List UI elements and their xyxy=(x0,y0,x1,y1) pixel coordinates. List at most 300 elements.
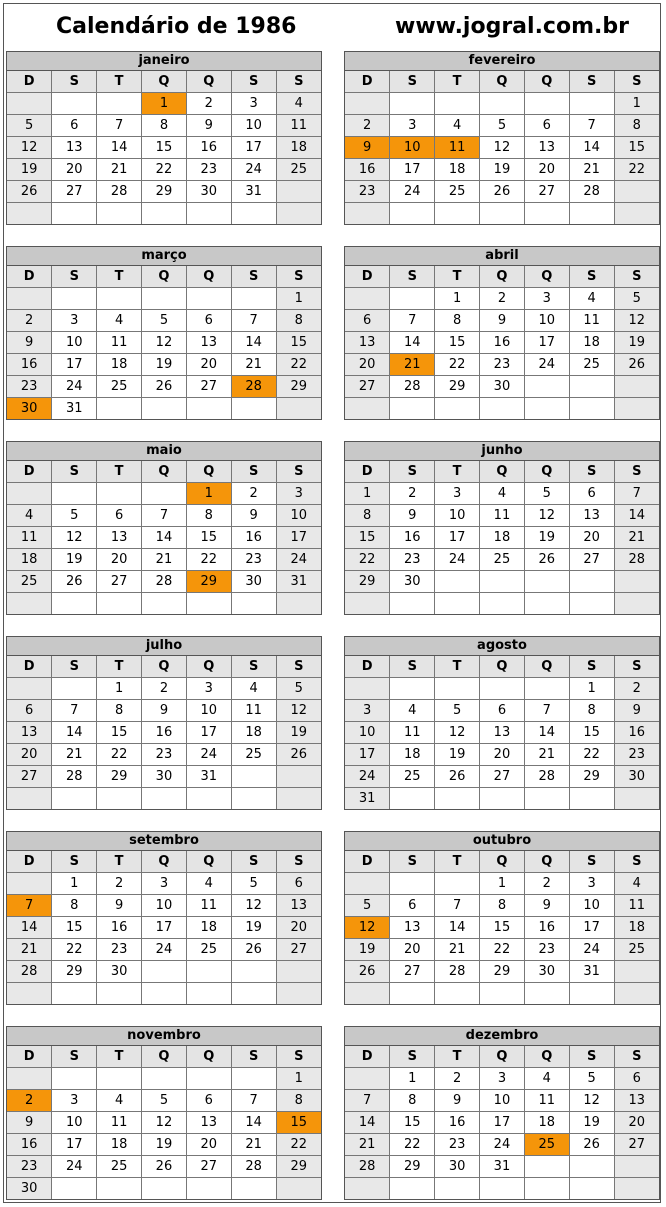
day-cell: 25 xyxy=(390,766,435,788)
holiday-day-cell: 2 xyxy=(7,1090,52,1112)
weekend-day-cell: 6 xyxy=(7,700,52,722)
day-cell: 7 xyxy=(524,700,569,722)
empty-cell xyxy=(614,203,659,225)
weekend-day-cell: 29 xyxy=(345,571,390,593)
week-row xyxy=(7,788,321,810)
empty-cell xyxy=(7,983,52,1005)
weekday-header: S xyxy=(569,71,614,93)
day-cell: 6 xyxy=(186,310,231,332)
empty-cell xyxy=(390,398,435,420)
empty-cell xyxy=(276,983,321,1005)
day-cell: 13 xyxy=(186,1112,231,1134)
weekday-header: D xyxy=(7,266,52,288)
weekday-header: S xyxy=(276,266,321,288)
weekend-day-cell: 28 xyxy=(7,961,52,983)
weekday-header: Q xyxy=(142,851,187,873)
day-cell: 8 xyxy=(97,700,142,722)
empty-cell xyxy=(390,678,435,700)
weekday-header: S xyxy=(390,1046,435,1068)
empty-cell xyxy=(7,288,52,310)
day-cell: 16 xyxy=(435,1112,480,1134)
day-cell: 8 xyxy=(569,700,614,722)
day-cell: 10 xyxy=(142,895,187,917)
day-cell: 11 xyxy=(524,1090,569,1112)
empty-cell xyxy=(7,788,52,810)
empty-cell xyxy=(390,873,435,895)
empty-cell xyxy=(569,93,614,115)
weekday-header: D xyxy=(345,461,390,483)
day-cell: 15 xyxy=(52,917,97,939)
weekend-day-cell: 16 xyxy=(7,1134,52,1156)
day-cell: 27 xyxy=(480,766,525,788)
day-cell: 25 xyxy=(480,549,525,571)
day-cell: 5 xyxy=(435,700,480,722)
empty-cell xyxy=(276,181,321,203)
weekend-day-cell: 10 xyxy=(345,722,390,744)
day-cell: 7 xyxy=(231,1090,276,1112)
day-cell: 1 xyxy=(435,288,480,310)
empty-cell xyxy=(435,983,480,1005)
month-dezembro xyxy=(344,1026,660,1200)
day-cell: 23 xyxy=(480,354,525,376)
weekend-day-cell: 24 xyxy=(345,766,390,788)
month-julho xyxy=(6,636,322,810)
day-cell: 30 xyxy=(390,571,435,593)
weekday-header: D xyxy=(345,656,390,678)
empty-cell xyxy=(480,93,525,115)
weekday-header: T xyxy=(97,851,142,873)
day-cell: 3 xyxy=(390,115,435,137)
weekday-header: S xyxy=(231,1046,276,1068)
day-cell: 15 xyxy=(480,917,525,939)
week-row xyxy=(345,766,659,788)
empty-cell xyxy=(142,961,187,983)
week-row xyxy=(345,1112,659,1134)
week-row xyxy=(345,115,659,137)
weekday-header: Q xyxy=(186,851,231,873)
empty-cell xyxy=(142,398,187,420)
day-cell: 18 xyxy=(480,527,525,549)
weekday-header: Q xyxy=(480,1046,525,1068)
empty-cell xyxy=(231,288,276,310)
weekday-header: Q xyxy=(186,1046,231,1068)
empty-cell xyxy=(390,788,435,810)
day-cell: 21 xyxy=(52,744,97,766)
week-row xyxy=(345,983,659,1005)
empty-cell xyxy=(569,571,614,593)
week-row xyxy=(7,137,321,159)
month-name: dezembro xyxy=(345,1027,659,1046)
day-cell: 1 xyxy=(52,873,97,895)
weekday-header: D xyxy=(345,266,390,288)
weekday-header: Q xyxy=(480,461,525,483)
weekday-header: S xyxy=(276,851,321,873)
day-cell: 11 xyxy=(97,332,142,354)
empty-cell xyxy=(480,203,525,225)
week-row xyxy=(7,722,321,744)
week-row xyxy=(7,203,321,225)
empty-cell xyxy=(231,593,276,615)
weekend-day-cell: 19 xyxy=(7,159,52,181)
weekend-day-cell: 12 xyxy=(614,310,659,332)
empty-cell xyxy=(186,1068,231,1090)
day-cell: 20 xyxy=(390,939,435,961)
weekend-day-cell: 9 xyxy=(7,332,52,354)
day-cell: 28 xyxy=(390,376,435,398)
weekend-day-cell: 18 xyxy=(276,137,321,159)
weekday-header: D xyxy=(345,851,390,873)
empty-cell xyxy=(231,983,276,1005)
weekend-day-cell: 22 xyxy=(276,1134,321,1156)
weekend-day-cell: 15 xyxy=(614,137,659,159)
day-cell: 21 xyxy=(524,744,569,766)
weekend-day-cell: 10 xyxy=(276,505,321,527)
day-cell: 18 xyxy=(97,354,142,376)
day-cell: 8 xyxy=(480,895,525,917)
day-cell: 12 xyxy=(480,137,525,159)
day-cell: 5 xyxy=(142,1090,187,1112)
day-cell: 24 xyxy=(186,744,231,766)
weekend-day-cell: 14 xyxy=(345,1112,390,1134)
weekend-day-cell: 20 xyxy=(614,1112,659,1134)
week-row xyxy=(7,1156,321,1178)
week-row xyxy=(345,873,659,895)
weekend-day-cell: 5 xyxy=(7,115,52,137)
weekend-day-cell: 30 xyxy=(614,766,659,788)
empty-cell xyxy=(345,873,390,895)
weekday-header: S xyxy=(52,851,97,873)
day-cell: 22 xyxy=(142,159,187,181)
day-cell: 31 xyxy=(52,398,97,420)
day-cell: 30 xyxy=(480,376,525,398)
weekday-header: Q xyxy=(524,656,569,678)
empty-cell xyxy=(345,203,390,225)
day-cell: 14 xyxy=(390,332,435,354)
day-cell: 23 xyxy=(435,1134,480,1156)
weekend-day-cell: 13 xyxy=(276,895,321,917)
weekend-day-cell: 23 xyxy=(7,1156,52,1178)
day-cell: 5 xyxy=(231,873,276,895)
empty-cell xyxy=(231,398,276,420)
day-cell: 3 xyxy=(569,873,614,895)
weekend-day-cell: 19 xyxy=(276,722,321,744)
day-cell: 27 xyxy=(390,961,435,983)
day-cell: 9 xyxy=(142,700,187,722)
month-name: novembro xyxy=(7,1027,321,1046)
day-cell: 31 xyxy=(231,181,276,203)
day-cell: 29 xyxy=(569,766,614,788)
empty-cell xyxy=(390,1178,435,1200)
day-cell: 30 xyxy=(97,961,142,983)
day-cell: 31 xyxy=(480,1156,525,1178)
day-cell: 19 xyxy=(142,354,187,376)
weekend-day-cell: 2 xyxy=(345,115,390,137)
day-cell: 16 xyxy=(186,137,231,159)
week-row xyxy=(7,917,321,939)
day-cell: 2 xyxy=(480,288,525,310)
day-cell: 30 xyxy=(435,1156,480,1178)
day-cell: 20 xyxy=(52,159,97,181)
weekday-header: S xyxy=(52,1046,97,1068)
empty-cell xyxy=(276,961,321,983)
day-cell: 7 xyxy=(97,115,142,137)
weekday-header: S xyxy=(276,656,321,678)
day-cell: 16 xyxy=(97,917,142,939)
week-row xyxy=(345,354,659,376)
month-outubro xyxy=(344,831,660,1005)
month-maio xyxy=(6,441,322,615)
week-row xyxy=(7,744,321,766)
day-cell: 24 xyxy=(435,549,480,571)
site-url: www.jogral.com.br xyxy=(395,14,629,39)
month-name: junho xyxy=(345,442,659,461)
day-cell: 26 xyxy=(142,1156,187,1178)
day-cell: 8 xyxy=(390,1090,435,1112)
month-junho xyxy=(344,441,660,615)
weekday-header: T xyxy=(435,851,480,873)
day-cell: 16 xyxy=(390,527,435,549)
empty-cell xyxy=(614,593,659,615)
empty-cell xyxy=(186,593,231,615)
weekend-day-cell: 29 xyxy=(276,1156,321,1178)
weekend-day-cell: 4 xyxy=(7,505,52,527)
day-cell: 1 xyxy=(569,678,614,700)
weekend-day-cell: 22 xyxy=(345,549,390,571)
day-cell: 19 xyxy=(524,527,569,549)
holiday-day-cell: 21 xyxy=(390,354,435,376)
day-cell: 14 xyxy=(524,722,569,744)
weekend-day-cell: 18 xyxy=(7,549,52,571)
day-cell: 3 xyxy=(186,678,231,700)
empty-cell xyxy=(345,1068,390,1090)
day-cell: 29 xyxy=(52,961,97,983)
empty-cell xyxy=(435,203,480,225)
day-cell: 30 xyxy=(186,181,231,203)
day-cell: 3 xyxy=(52,310,97,332)
week-row xyxy=(7,1068,321,1090)
empty-cell xyxy=(231,961,276,983)
empty-cell xyxy=(390,593,435,615)
day-cell: 7 xyxy=(435,895,480,917)
day-cell: 22 xyxy=(480,939,525,961)
empty-cell xyxy=(7,593,52,615)
empty-cell xyxy=(97,1068,142,1090)
week-row xyxy=(345,332,659,354)
day-cell: 19 xyxy=(52,549,97,571)
weekday-header: T xyxy=(97,1046,142,1068)
empty-cell xyxy=(7,678,52,700)
empty-cell xyxy=(97,483,142,505)
week-row xyxy=(345,483,659,505)
weekend-day-cell: 28 xyxy=(345,1156,390,1178)
week-row xyxy=(7,505,321,527)
day-cell: 8 xyxy=(435,310,480,332)
day-cell: 17 xyxy=(569,917,614,939)
empty-cell xyxy=(524,1156,569,1178)
month-fevereiro xyxy=(344,51,660,225)
empty-cell xyxy=(614,983,659,1005)
day-cell: 12 xyxy=(435,722,480,744)
week-row xyxy=(345,1134,659,1156)
empty-cell xyxy=(390,983,435,1005)
empty-cell xyxy=(524,203,569,225)
weekend-day-cell: 14 xyxy=(614,505,659,527)
weekday-header: S xyxy=(569,461,614,483)
weekend-day-cell: 6 xyxy=(276,873,321,895)
weekday-header: Q xyxy=(480,851,525,873)
day-cell: 21 xyxy=(569,159,614,181)
day-cell: 17 xyxy=(390,159,435,181)
week-row xyxy=(345,203,659,225)
weekend-day-cell: 4 xyxy=(276,93,321,115)
day-cell: 15 xyxy=(435,332,480,354)
day-cell: 8 xyxy=(186,505,231,527)
week-row xyxy=(7,873,321,895)
day-cell: 2 xyxy=(390,483,435,505)
week-row xyxy=(345,700,659,722)
day-cell: 18 xyxy=(186,917,231,939)
day-cell: 23 xyxy=(524,939,569,961)
day-cell: 5 xyxy=(142,310,187,332)
day-cell: 4 xyxy=(390,700,435,722)
empty-cell xyxy=(186,288,231,310)
day-cell: 10 xyxy=(186,700,231,722)
day-cell: 27 xyxy=(52,181,97,203)
weekend-day-cell: 27 xyxy=(276,939,321,961)
empty-cell xyxy=(435,788,480,810)
day-cell: 29 xyxy=(480,961,525,983)
week-row xyxy=(345,678,659,700)
weekend-day-cell: 30 xyxy=(7,1178,52,1200)
empty-cell xyxy=(97,93,142,115)
weekday-header: T xyxy=(97,71,142,93)
weekend-day-cell: 8 xyxy=(614,115,659,137)
day-cell: 20 xyxy=(480,744,525,766)
day-cell: 25 xyxy=(186,939,231,961)
empty-cell xyxy=(231,203,276,225)
empty-cell xyxy=(390,288,435,310)
week-row xyxy=(7,700,321,722)
day-cell: 19 xyxy=(231,917,276,939)
day-cell: 24 xyxy=(480,1134,525,1156)
weekend-day-cell: 21 xyxy=(614,527,659,549)
weekday-header: Q xyxy=(524,461,569,483)
empty-cell xyxy=(97,788,142,810)
empty-cell xyxy=(276,1178,321,1200)
weekend-day-cell: 23 xyxy=(7,376,52,398)
weekend-day-cell: 12 xyxy=(276,700,321,722)
week-row xyxy=(7,332,321,354)
day-cell: 16 xyxy=(231,527,276,549)
holiday-day-cell: 1 xyxy=(142,93,187,115)
empty-cell xyxy=(276,593,321,615)
day-cell: 14 xyxy=(52,722,97,744)
weekday-header: S xyxy=(390,266,435,288)
weekday-header: D xyxy=(7,461,52,483)
weekend-day-cell: 11 xyxy=(276,115,321,137)
day-cell: 7 xyxy=(52,700,97,722)
day-cell: 29 xyxy=(390,1156,435,1178)
weekend-day-cell: 9 xyxy=(614,700,659,722)
day-cell: 27 xyxy=(524,181,569,203)
week-row xyxy=(345,961,659,983)
empty-cell xyxy=(435,1178,480,1200)
weekday-header: Q xyxy=(524,71,569,93)
day-cell: 2 xyxy=(524,873,569,895)
weekday-header: S xyxy=(390,461,435,483)
weekday-header: S xyxy=(614,266,659,288)
empty-cell xyxy=(186,983,231,1005)
day-cell: 28 xyxy=(524,766,569,788)
weekday-header: S xyxy=(390,656,435,678)
weekend-day-cell: 13 xyxy=(614,1090,659,1112)
weekend-day-cell: 20 xyxy=(345,354,390,376)
weekday-header: Q xyxy=(186,266,231,288)
weekend-day-cell: 23 xyxy=(345,181,390,203)
weekend-day-cell: 5 xyxy=(614,288,659,310)
empty-cell xyxy=(142,288,187,310)
weekday-header: S xyxy=(614,656,659,678)
week-row xyxy=(7,549,321,571)
day-cell: 23 xyxy=(97,939,142,961)
weekday-header: T xyxy=(435,71,480,93)
week-row xyxy=(345,310,659,332)
day-cell: 28 xyxy=(569,181,614,203)
day-cell: 18 xyxy=(390,744,435,766)
day-cell: 13 xyxy=(52,137,97,159)
weekend-day-cell: 2 xyxy=(7,310,52,332)
week-row xyxy=(345,505,659,527)
day-cell: 6 xyxy=(569,483,614,505)
month-name: maio xyxy=(7,442,321,461)
month-name: janeiro xyxy=(7,52,321,71)
week-row xyxy=(7,678,321,700)
empty-cell xyxy=(345,1178,390,1200)
empty-cell xyxy=(7,93,52,115)
day-cell: 8 xyxy=(142,115,187,137)
holiday-day-cell: 12 xyxy=(345,917,390,939)
empty-cell xyxy=(97,288,142,310)
month-março xyxy=(6,246,322,420)
week-row xyxy=(345,159,659,181)
day-cell: 17 xyxy=(231,137,276,159)
day-cell: 12 xyxy=(52,527,97,549)
week-row xyxy=(7,1134,321,1156)
week-row xyxy=(7,398,321,420)
empty-cell xyxy=(524,788,569,810)
day-cell: 28 xyxy=(52,766,97,788)
day-cell: 27 xyxy=(97,571,142,593)
week-row xyxy=(7,593,321,615)
day-cell: 6 xyxy=(480,700,525,722)
empty-cell xyxy=(52,593,97,615)
weekend-day-cell: 6 xyxy=(614,1068,659,1090)
day-cell: 25 xyxy=(97,376,142,398)
day-cell: 7 xyxy=(569,115,614,137)
day-cell: 15 xyxy=(186,527,231,549)
weekend-day-cell: 21 xyxy=(345,1134,390,1156)
weekend-day-cell: 15 xyxy=(276,332,321,354)
empty-cell xyxy=(186,398,231,420)
empty-cell xyxy=(524,983,569,1005)
weekday-header: Q xyxy=(186,656,231,678)
empty-cell xyxy=(97,398,142,420)
month-janeiro xyxy=(6,51,322,225)
month-name: julho xyxy=(7,637,321,656)
empty-cell xyxy=(569,1156,614,1178)
day-cell: 28 xyxy=(97,181,142,203)
empty-cell xyxy=(435,398,480,420)
